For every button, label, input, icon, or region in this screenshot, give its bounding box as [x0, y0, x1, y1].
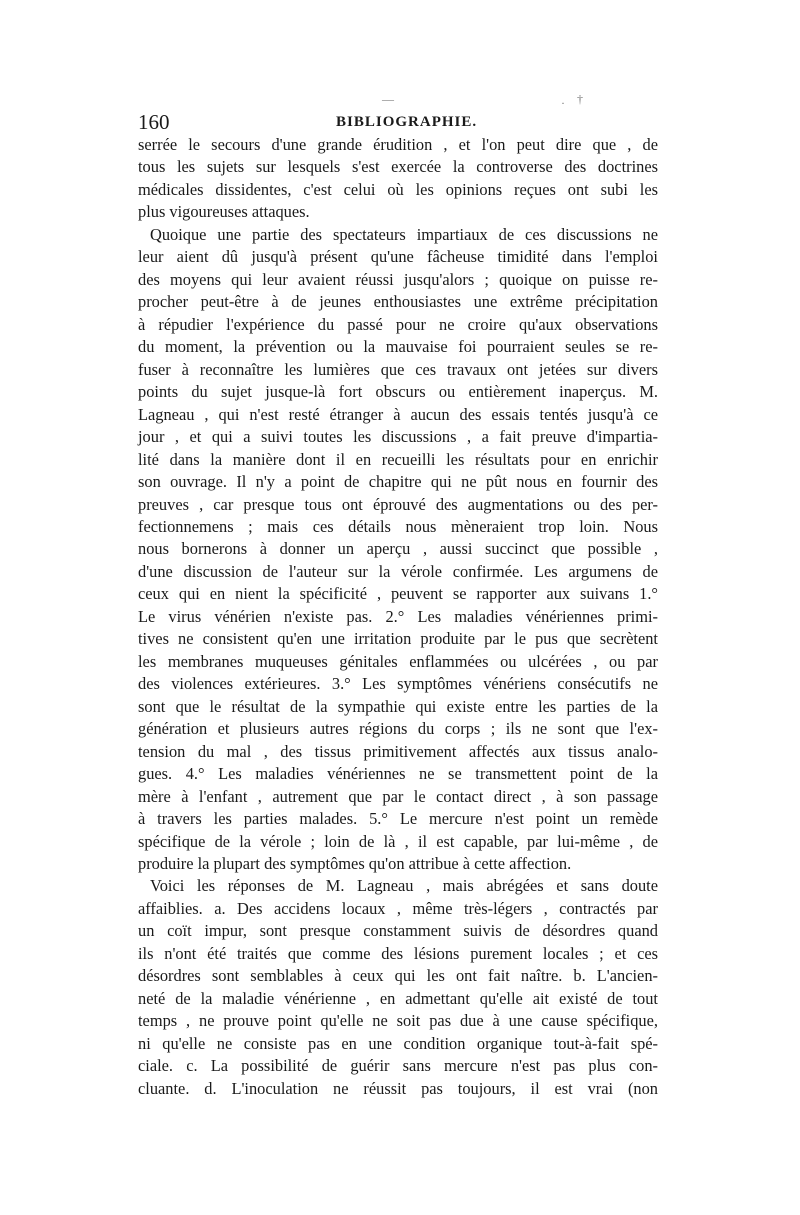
text-line: lité dans la manière dont il en recueilli les résultats pour en enrichir: [138, 449, 658, 469]
text-line: tension du mal , des tissus primitivement affectés aux tissus analo-: [138, 741, 658, 761]
text-line: des moyens qui leur avaient réussi jusqu'alors ; quoique on puisse re-: [138, 269, 658, 289]
text-line: les membranes muqueuses génitales enflammées ou ulcérées , ou par: [138, 651, 658, 671]
printer-mark: —: [382, 92, 394, 106]
text-line: fuser à reconnaître les lumières que ces travaux ont jetées sur divers: [138, 359, 658, 379]
text-line: à répudier l'expérience du passé pour ne croire qu'aux observations: [138, 314, 658, 334]
text-line: sont que le résultat de la sympathie qui existe entre les parties de la: [138, 696, 658, 716]
text-line: ils n'ont été traités que comme des lésions purement locales ; et ces: [138, 943, 658, 963]
text-line: tives ne consistent qu'en une irritation produite par le pus que secrètent: [138, 629, 658, 649]
text-line: ni qu'elle ne consiste pas en une condition organique tout-à-fait spé-: [138, 1033, 658, 1053]
printer-mark: ·: [561, 96, 565, 110]
text-line: ceux qui en nient la spécificité , peuvent se rapporter aux suivans 1.°: [138, 584, 658, 604]
running-title: BIBLIOGRAPHIE.: [336, 114, 478, 130]
text-line: gues. 4.° Les maladies vénériennes ne se transmettent point de la: [138, 764, 658, 784]
text-line: temps , ne prouve point qu'elle ne soit pas due à une cause spécifique,: [138, 1011, 658, 1031]
printer-mark: †: [577, 92, 583, 106]
text-line: produire la plupart des symptômes qu'on attribue à cette affection.: [138, 854, 572, 873]
text-line: Voici les réponses de M. Lagneau , mais abrégées et sans doute: [150, 876, 658, 896]
body-text: [138, 134, 658, 1100]
text-line: procher peut-être à de jeunes enthousiastes une extrême précipitation: [138, 292, 658, 312]
text-line: serrée le secours d'une grande érudition , et l'on peut dire que , de: [138, 135, 658, 154]
text-line: plus vigoureuses attaques.: [138, 202, 310, 222]
running-head: [138, 110, 660, 134]
text-line: Le virus vénérien n'existe pas. 2.° Les maladies vénériennes primi-: [138, 606, 658, 626]
text-line: cluante. d. L'inoculation ne réussit pas toujours, il est vrai (non: [138, 1078, 658, 1098]
text-line: désordres sont semblables à ceux qui les ont fait naître. b. L'ancien-: [138, 966, 658, 986]
text-line: des violences extérieures. 3.° Les symptômes vénériens consécutifs ne: [138, 674, 658, 694]
text-line: à travers les parties malades. 5.° Le mercure n'est point un remède: [138, 809, 658, 829]
text-line: Quoique une partie des spectateurs impartiaux de ces discussions ne: [150, 224, 658, 244]
text-line: son ouvrage. Il n'y a point de chapitre qui ne pût nous en fournir des: [138, 472, 658, 492]
text-line: mère à l'enfant , autrement que par le contact direct , à son passage: [138, 786, 658, 806]
text-line: médicales dissidentes, c'est celui où les opinions reçues ont subi les: [138, 179, 658, 199]
text-line: points du sujet jusque-là fort obscurs ou entièrement inaperçus. M.: [138, 382, 658, 402]
text-line: un coït impur, sont presque constamment suivis de désordres quand: [138, 921, 658, 941]
text-line: d'une discussion de l'auteur sur la vérole confirmée. Les argumens de: [138, 561, 658, 581]
text-line: neté de la maladie vénérienne , en admettant qu'elle ait existé de tout: [138, 988, 658, 1008]
text-line: fectionnemens ; mais ces détails nous mèneraient trop loin. Nous: [138, 516, 658, 536]
text-line: du moment, la prévention ou la mauvaise foi pourraient seules se re-: [138, 337, 658, 357]
text-line: génération et plusieurs autres régions du corps ; ils ne sont que l'ex-: [138, 719, 658, 739]
text-line: spécifique de la vérole ; loin de là , il est capable, par lui-même , de: [138, 831, 658, 851]
text-line: preuves , car presque tous ont éprouvé des augmentations ou des per-: [138, 494, 658, 514]
text-line: Lagneau , qui n'est resté étranger à aucun des essais tentés jusqu'à ce: [138, 404, 658, 424]
text-line: ciale. c. La possibilité de guérir sans mercure n'est pas plus con-: [138, 1056, 658, 1076]
text-line: jour , et qui a suivi toutes les discussions , a fait preuve d'impartia-: [138, 427, 658, 447]
text-line: leur aient dû jusqu'à présent qu'une fâcheuse timidité dans l'emploi: [138, 247, 658, 267]
text-line: affaiblies. a. Des accidens locaux , même très-légers , contractés par: [138, 898, 658, 918]
page-number: 160: [138, 110, 170, 134]
text-line: tous les sujets sur lesquels s'est exercée la controverse des doctrines: [138, 157, 658, 177]
text-line: nous bornerons à donner un aperçu , aussi succinct que possible ,: [138, 539, 658, 559]
